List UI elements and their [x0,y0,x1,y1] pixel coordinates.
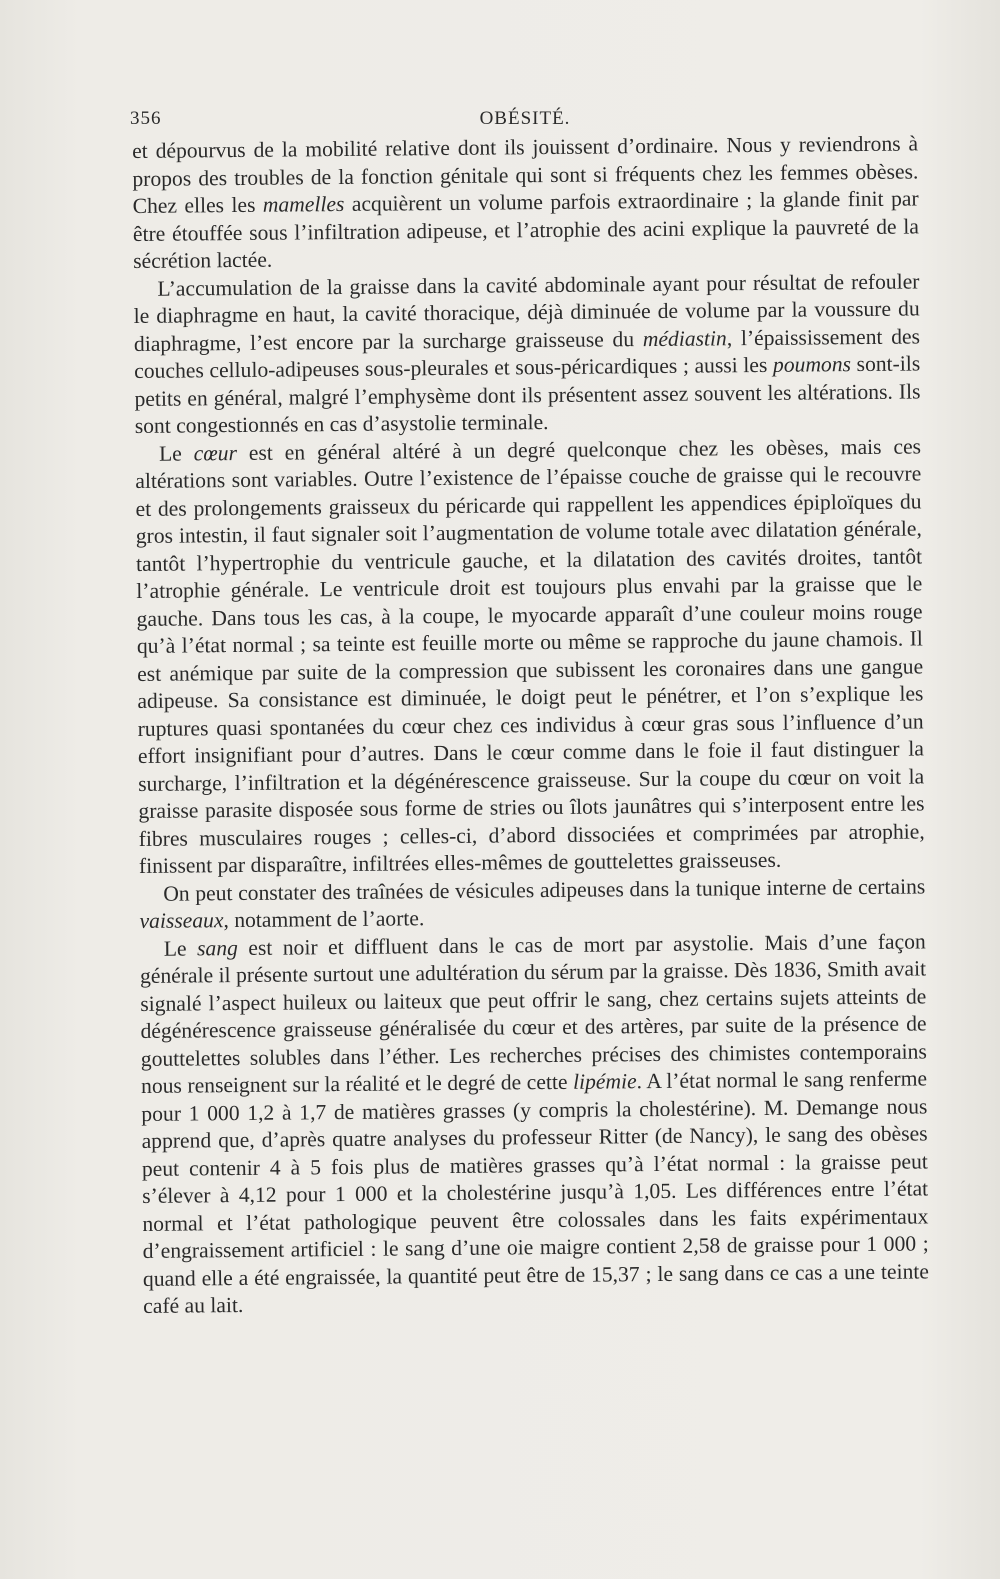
page-number: 356 [130,108,162,129]
emphasis-poumons: poumons [772,352,852,377]
emphasis-sang: sang [196,935,238,960]
paragraph-vaisseaux: On peut constater des traînées de vésicules adipeuses dans la tunique interne de certains vaisseaux, notamment de l’aorte. [139,873,926,933]
emphasis-lipemie: lipémie [572,1069,637,1094]
paragraph-sang: Le sang est noir et diffluent dans le cas de mort par asystolie. Mais d’une façon générale il présente surtout une adultération du sérum par la graisse. Dès 1836, Smith avait signalé l’aspect huileux ou laiteux que peut offrir le sang, chez certains sujets atteints de dégénérescence graisseuse généralisée du cœur et des artères, par suite de la présence de gouttelettes solubles dans l’éther. Les recherches précises des chimistes contemporains nous renseignent sur la réalité et le degré de cette lipémie. A l’état normal le sang renferme pour 1 000 1,2 à 1,7 de matières grasses (y compris la cholestérine). M. Demange nous apprend que, d’après quatre analyses du professeur Ritter (de Nancy), le sang des obèses peut contenir 4 à 5 fois plus de matières grasses qu’à l’état normal : la graisse peut s’élever à 4,12 pour 1 000 et la cholestérine jusqu’à 1,05. Les différences entre l’état normal et l’état pathologique peuvent être colossales dans les faits expérimentaux d’engraissement artificiel : le sang d’une oie maigre contient 2,58 de graisse pour 1 000 ; quand elle a été engraissée, la quantité peut être de 15,37 ; le sang dans ce cas a une teinte café au lait. [139,928,930,1318]
paragraph-coeur: Le cœur est en général altéré à un degré quelconque chez les obèses, mais ces altérations sont variables. Outre l’existence de l’épaisse couche de graisse qui le recouvre et des prolongements graisseux du péricarde qui rappellent les appendices épiploïques du gros intestin, il faut signaler soit l’augmentation de volume totale avec dilatation générale, tantôt l’hypertrophie du ventricule gauche, et la dilatation des cavités droites, tantôt l’atrophie générale. Le ventricule droit est toujours plus envahi par la graisse que le gauche. Dans tous les cas, à la coupe, le myocarde apparaît d’une couleur moins rouge qu’à l’état normal ; sa teinte est feuille morte ou même se rapproche du jaune chamois. Il est anémique par suite de la compression que subissent les coronaires dans une gangue adipeuse. Sa consistance est diminuée, le doigt peut le pénétrer, et l’on s’explique les ruptures quasi spontanées du cœur chez ces individus à cœur gras sous l’influence d’un effort insignifiant pour d’autres. Dans le cœur comme dans le foie il faut distinguer la surcharge, l’infiltration et la dégénérescence graisseuse. Sur la coupe du cœur on voit la graisse parasite disposée sous forme de stries ou îlots jaunâtres qui s’interposent entre les fibres musculaires rouges ; celles-ci, d’abord dissociées et comprimées par atrophie, finissent par disparaître, infiltrées elles-mêmes de gouttelettes graisseuses. [135,433,925,878]
emphasis-mamelles: mamelles [262,191,345,217]
emphasis-mediastin: médiastin [642,325,727,351]
running-title: OBÉSITÉ. [479,108,571,129]
paragraph-mamelles: et dépourvus de la mobilité relative dont ils jouissent d’ordinaire. Nous y reviendrons à propos des troubles de la fonction génitale qui sont si fréquents chez les femmes obèses. Chez elles les mamelles acquièrent un volume parfois extraordinaire ; la glande finit par être étouffée sous l’infiltration adipeuse, et l’atrophie des acini explique la pauvreté de la sécrétion lactée. [132,131,919,273]
emphasis-vaisseaux: vaisseaux [139,908,224,933]
body-text [132,130,929,1320]
emphasis-coeur: cœur [193,440,238,465]
paragraph-poumons: L’accumulation de la graisse dans la cavité abdominale ayant pour résultat de refouler le diaphragme en haut, la cavité thoracique, déjà diminuée de volume par la voussure du diaphragme, l’est encore par la surcharge graisseuse du médiastin, l’épaississement des couches cellulo-adipeuses sous-pleurales et sous-péricardiques ; aussi les poumons sont-ils petits en général, malgré l’emphysème dont ils présentent assez souvent les altérations. Ils sont congestionnés en cas d’asystolie terminale. [133,268,921,438]
